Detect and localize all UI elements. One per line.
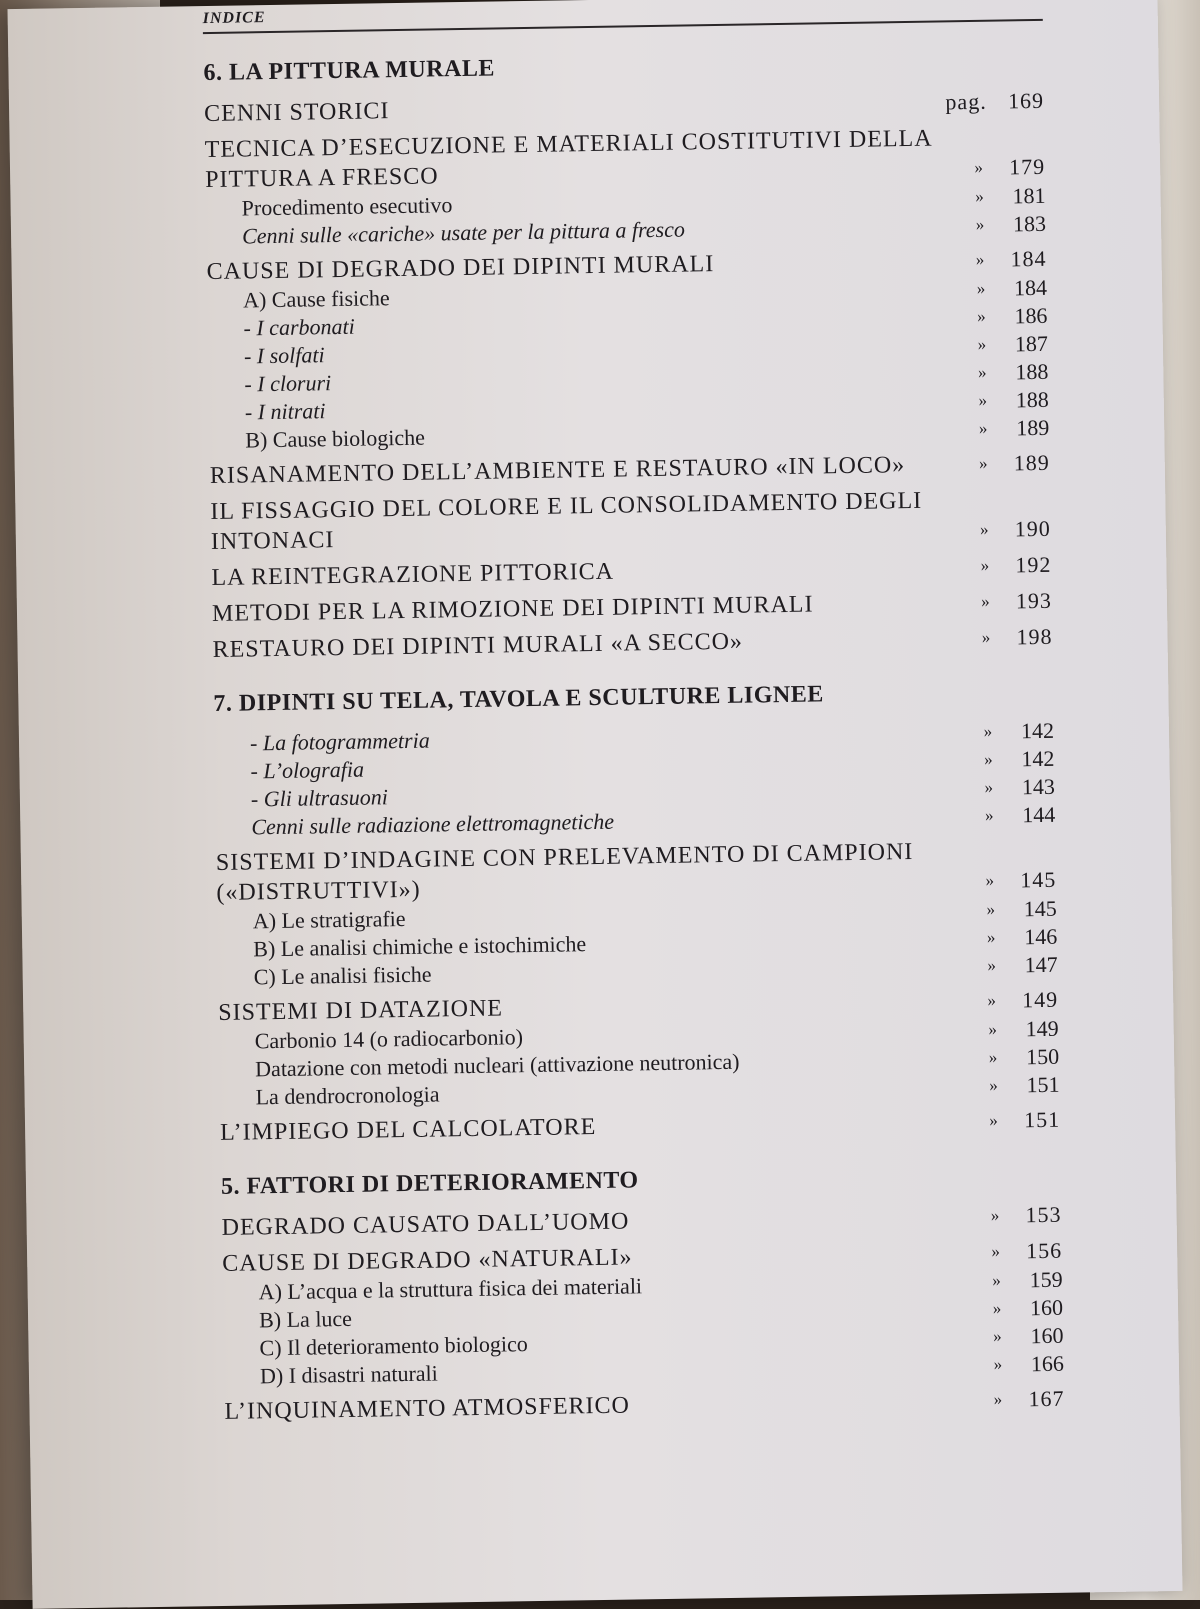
entry-label: - La fotogrammetria	[249, 727, 430, 756]
entry-label: CENNI STORICI	[203, 98, 390, 128]
entry-page-mark: »	[975, 249, 986, 269]
entry-page-mark: »	[985, 870, 996, 890]
entry-page-mark: »	[991, 1241, 1002, 1261]
entry-page-number: 156	[1025, 1237, 1063, 1264]
entry-page-number: 190	[1014, 515, 1051, 542]
entry-label: - I carbonati	[243, 313, 355, 341]
entry-page-mark: »	[975, 214, 985, 234]
entry-page-mark: »	[979, 519, 990, 539]
entry-label: B) Le analisi chimiche e istochimiche	[253, 931, 587, 962]
entry-page-number: 159	[1029, 1266, 1063, 1293]
entry-label: B) Cause biologiche	[245, 424, 426, 453]
index-content	[202, 0, 1064, 1427]
entry-page-number: 179	[1008, 153, 1046, 180]
section-entries	[204, 86, 1053, 665]
entry-page-number: 189	[1013, 449, 1050, 476]
section-entries	[221, 1200, 1064, 1427]
section-entries	[214, 717, 1060, 1148]
entry-label: La dendrocronologia	[255, 1081, 440, 1110]
entry-page-mark: »	[978, 390, 988, 410]
entry-page-number: 189	[1016, 414, 1050, 441]
entry-page-mark: »	[974, 157, 985, 177]
entry-page-number: 198	[1016, 623, 1053, 650]
index-entry	[224, 1384, 1064, 1427]
entry-label: - I nitrati	[244, 398, 326, 425]
entry-label: Procedimento esecutivo	[241, 192, 453, 221]
entry-page-mark: »	[990, 1205, 1001, 1225]
entry-page-mark: »	[989, 1110, 999, 1130]
entry-page-mark: »	[984, 777, 994, 797]
entry-page-mark: »	[983, 721, 993, 741]
entry-page-number: 192	[1015, 551, 1052, 578]
entry-label: - L’olografia	[250, 756, 365, 784]
entry-label: L’IMPIEGO DEL CALCOLATORE	[219, 1114, 597, 1146]
entry-page-mark: »	[981, 591, 991, 611]
entry-page-mark: »	[989, 1075, 998, 1095]
entry-page-number: 153	[1025, 1201, 1062, 1228]
entry-page-mark: »	[978, 453, 989, 473]
entry-page-mark: »	[986, 899, 996, 919]
entry-page-mark: »	[993, 1326, 1002, 1346]
entry-page-number: 151	[1026, 1071, 1060, 1098]
entry-page-number: 149	[1025, 1015, 1059, 1042]
entry-label: RISANAMENTO DELL’AMBIENTE E RESTAURO «IN LOCO»	[209, 452, 906, 490]
entry-page-number: 149	[1021, 986, 1059, 1013]
entry-label: Cenni sulle radiazione elettromagnetiche	[251, 808, 615, 840]
entry-page-mark: »	[993, 1389, 1004, 1409]
entry-label: SISTEMI D’INDAGINE CON PRELEVAMENTO DI CAMPIONI («DISTRUTTIVI»)	[215, 839, 914, 906]
entry-page-mark: »	[988, 1047, 998, 1067]
index-entry	[211, 550, 1051, 593]
entry-label: A) Cause fisiche	[242, 285, 390, 313]
book-page	[8, 0, 1183, 1609]
entry-label: C) Il deterioramento biologico	[259, 1331, 528, 1361]
entry-page-mark: »	[984, 749, 993, 769]
section-7	[213, 678, 1060, 1148]
entry-label: METODI PER LA RIMOZIONE DEI DIPINTI MURALI	[211, 591, 814, 627]
entry-page-number: 183	[1012, 210, 1047, 237]
running-header: INDICE	[202, 0, 1042, 34]
entry-page-number: 188	[1015, 358, 1049, 385]
entry-page-number: 145	[1020, 866, 1057, 893]
entry-page-number: 150	[1025, 1043, 1060, 1070]
entry-page-number: 160	[1030, 1322, 1064, 1349]
entry-label: Cenni sulle «cariche» usate per la pittura a fresco	[241, 216, 686, 249]
section-title: 6. LA PITTURA MURALE	[203, 55, 496, 87]
entry-page-mark: »	[987, 955, 997, 975]
entry-label: B) La luce	[258, 1305, 353, 1333]
entry-label: C) Le analisi fisiche	[253, 961, 432, 990]
entry-label: CAUSE DI DEGRADO «NATURALI»	[222, 1244, 633, 1277]
entry-label: - I cloruri	[244, 370, 332, 397]
entry-page-mark: »	[992, 1270, 1001, 1290]
entry-page-mark: »	[993, 1354, 1003, 1374]
index-entry	[220, 1105, 1060, 1148]
entry-label: A) L’acqua e la struttura fisica dei materiali	[258, 1273, 643, 1305]
entry-page-number: 193	[1015, 587, 1053, 614]
entry-page-number: 160	[1029, 1294, 1064, 1321]
entry-label: A) Le stratigrafie	[252, 905, 406, 934]
entry-label: - Gli ultrasuoni	[250, 784, 389, 812]
entry-label: L’INQUINAMENTO ATMOSFERICO	[224, 1392, 631, 1425]
entry-page-mark: »	[975, 186, 984, 206]
entry-label: Carbonio 14 (o radiocarbonio)	[254, 1024, 524, 1054]
entry-page-number: 144	[1022, 801, 1056, 828]
entry-page-number: 169	[1007, 87, 1045, 114]
entry-page-mark: »	[992, 1298, 1002, 1318]
entry-page-number: 188	[1015, 386, 1049, 413]
entry-page-mark: »	[978, 418, 988, 438]
entry-label: D) I disastri naturali	[259, 1360, 438, 1389]
index-entry	[210, 484, 1051, 557]
entry-page-number: 142	[1021, 745, 1055, 772]
entry-page-number: 143	[1021, 773, 1056, 800]
section-5	[221, 1161, 1065, 1427]
entry-page-number: 181	[1012, 182, 1046, 209]
section-title: 5. FATTORI DI DETERIORAMENTO	[220, 1167, 639, 1200]
entry-label: LA REINTEGRAZIONE PITTORICA	[211, 558, 615, 591]
entry-page-mark: pag.	[945, 88, 987, 115]
section-title: 7. DIPINTI SU TELA, TAVOLA E SCULTURE LIGNEE	[213, 681, 824, 717]
entry-page-mark: »	[987, 990, 998, 1010]
index-entry	[212, 586, 1052, 629]
entry-page-mark: »	[977, 334, 987, 354]
index-entry	[210, 448, 1050, 491]
entry-label: DEGRADO CAUSATO DALL’UOMO	[221, 1208, 630, 1241]
index-entry	[212, 622, 1052, 665]
entry-page-number: 146	[1024, 923, 1058, 950]
entry-label: IL FISSAGGIO DEL COLORE E IL CONSOLIDAMENTO DEGLI INTONACI	[210, 487, 923, 555]
entry-page-mark: »	[986, 927, 996, 947]
section-6	[203, 47, 1052, 665]
entry-page-number: 166	[1030, 1350, 1065, 1377]
entry-page-mark: »	[981, 627, 992, 647]
entry-label: - I solfati	[243, 342, 325, 369]
entry-page-number: 186	[1014, 302, 1048, 329]
entry-page-number: 187	[1014, 330, 1049, 357]
entry-page-mark: »	[976, 278, 986, 298]
entry-page-number: 167	[1028, 1385, 1065, 1412]
entry-page-mark: »	[977, 306, 986, 326]
entry-label: CAUSE DI DEGRADO DEI DIPINTI MURALI	[206, 251, 715, 286]
entry-page-mark: »	[984, 805, 994, 825]
entry-label: TECNICA D’ESECUZIONE E MATERIALI COSTITUTIVI DELLA PITTURA A FRESCO	[204, 125, 932, 194]
entry-page-number: 151	[1023, 1106, 1061, 1133]
entry-page-number: 142	[1020, 717, 1055, 744]
entry-label: Datazione con metodi nucleari (attivazione neutronica)	[254, 1048, 740, 1082]
entry-page-mark: »	[988, 1019, 998, 1039]
index-entry	[204, 86, 1044, 129]
index-entry	[221, 1200, 1061, 1243]
entry-page-mark: »	[980, 555, 991, 575]
entry-label: RESTAURO DEI DIPINTI MURALI «A SECCO»	[212, 628, 744, 663]
entry-page-mark: »	[977, 362, 987, 382]
entry-page-number: 184	[1013, 274, 1048, 301]
entry-page-number: 184	[1010, 245, 1047, 272]
entry-page-number: 147	[1024, 951, 1058, 978]
entry-page-number: 145	[1023, 895, 1057, 922]
entry-label: SISTEMI DI DATAZIONE	[218, 995, 504, 1026]
